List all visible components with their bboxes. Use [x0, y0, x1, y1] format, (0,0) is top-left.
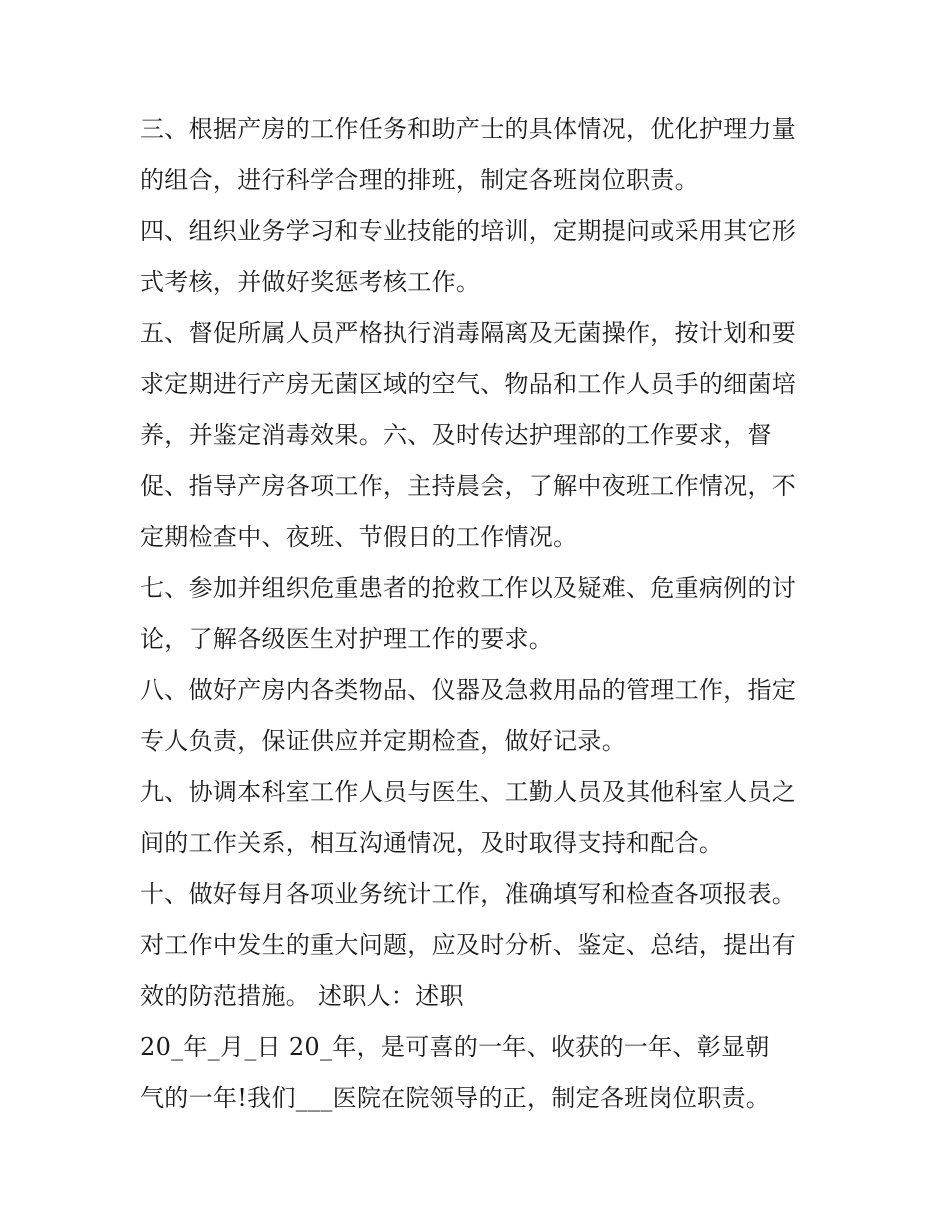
text-line: 专人负责，保证供应并定期检查，做好记录。: [140, 727, 626, 755]
text-line: 式考核，并做好奖惩考核工作。: [140, 268, 481, 296]
text-line: 20_年_月_日 20_年，是可喜的一年、收获的一年、彰显朝: [140, 1033, 770, 1061]
text-line: 四、组织业务学习和专业技能的培训，定期提问或采用其它形: [140, 217, 797, 245]
text-line: 七、参加并组织危重患者的抢救工作以及疑难、危重病例的讨: [140, 574, 797, 602]
text-line: 论，了解各级医生对护理工作的要求。: [140, 625, 554, 653]
text-line: 求定期进行产房无菌区域的空气、物品和工作人员手的细菌培: [140, 370, 797, 398]
text-line: 对工作中发生的重大问题，应及时分析、鉴定、总结，提出有: [140, 931, 797, 959]
text-line: 八、做好产房内各类物品、仪器及急救用品的管理工作，指定: [140, 676, 797, 704]
text-line: 效的防范措施。 述职人：述职: [140, 982, 464, 1010]
document-body: [140, 104, 820, 1124]
text-line: 九、协调本科室工作人员与医生、工勤人员及其他科室人员之: [140, 778, 797, 806]
text-line: 的组合，进行科学合理的排班，制定各班岗位职责。: [140, 166, 699, 194]
text-line: 十、做好每月各项业务统计工作，准确填写和检查各项报表。: [140, 880, 797, 908]
text-line: 五、督促所属人员严格执行消毒隔离及无菌操作，按计划和要: [140, 319, 797, 347]
text-line: 气的一年!我们___医院在院领导的正，制定各班岗位职责。: [140, 1084, 771, 1112]
text-line: 间的工作关系，相互沟通情况，及时取得支持和配合。: [140, 829, 724, 857]
text-line: 养，并鉴定消毒效果。六、及时传达护理部的工作要求，督: [140, 421, 772, 449]
text-line: 促、指导产房各项工作，主持晨会，了解中夜班工作情况，不: [140, 472, 797, 500]
text-line: 定期检查中、夜班、节假日的工作情况。: [140, 523, 578, 551]
text-line: 三、根据产房的工作任务和助产士的具体情况，优化护理力量: [140, 115, 797, 143]
